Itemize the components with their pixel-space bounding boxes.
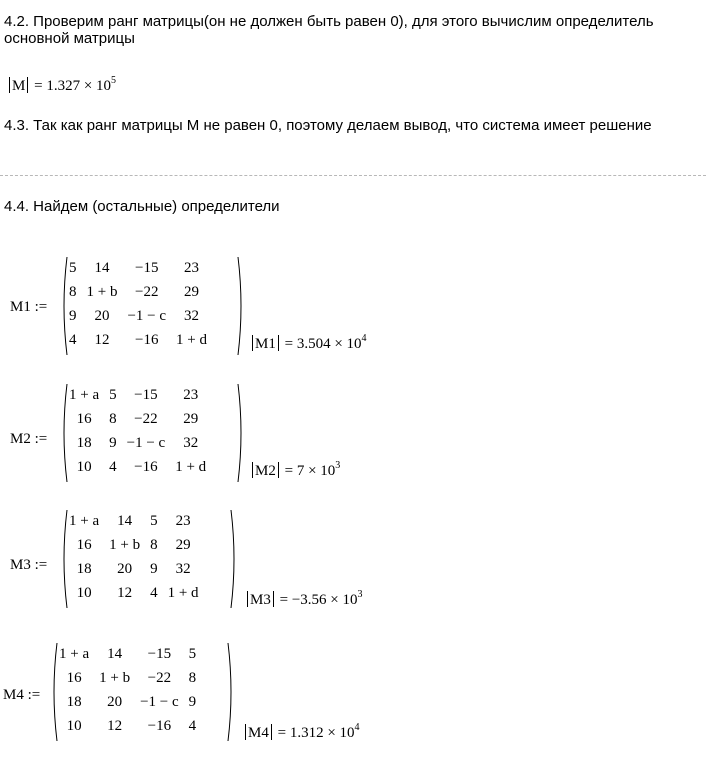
matrix-cell: 5 xyxy=(150,512,158,529)
matrix-cell: −1 − c xyxy=(127,307,167,324)
determinant-exponent: 3 xyxy=(335,460,341,471)
assign-operator: := xyxy=(34,557,48,573)
main-determinant-name: M xyxy=(12,78,26,94)
matrix-cell: 5 xyxy=(109,386,117,403)
determinant-name: M4 xyxy=(248,725,269,741)
matrix-m1-body xyxy=(64,256,212,352)
matrix-cell: −22 xyxy=(147,669,172,686)
determinant-name: M3 xyxy=(250,592,271,608)
matrix-cell: 23 xyxy=(183,386,199,403)
determinant-m3: $M3 = -3.56 \times 10^3$ xyxy=(245,591,362,609)
matrix-cell: 23 xyxy=(175,512,191,529)
matrix-cell: 1 + a xyxy=(69,386,100,403)
main-determinant-value: 1.327 × 10 xyxy=(46,78,112,94)
matrix-cell: 20 xyxy=(94,307,110,324)
matrix-cell: 9 xyxy=(150,560,158,577)
right-paren xyxy=(227,642,235,742)
determinant-m1: $M1 = 3.504 \times 10^4$ xyxy=(250,335,367,353)
main-determinant-exponent: 5 xyxy=(111,75,117,86)
right-paren xyxy=(237,383,245,483)
assign-operator: := xyxy=(34,299,48,315)
matrix-cell: 5 xyxy=(69,259,77,276)
matrix-cell: 8 xyxy=(150,536,158,553)
matrix-cell: −16 xyxy=(147,717,172,734)
matrix-cell: 1 + b xyxy=(109,536,141,553)
matrix-cell: 12 xyxy=(117,584,133,601)
matrix-cell: 32 xyxy=(175,560,191,577)
determinant-name: M1 xyxy=(255,336,276,352)
matrix-cell: 29 xyxy=(175,536,191,553)
matrix-cell: 32 xyxy=(184,307,200,324)
matrix-cell: 16 xyxy=(66,669,82,686)
matrix-cell: 14 xyxy=(117,512,133,529)
matrix-m2 xyxy=(60,383,245,483)
matrix-cell: 14 xyxy=(107,645,123,662)
matrix-cell: −16 xyxy=(134,458,158,475)
matrix-cell: 16 xyxy=(76,410,92,427)
matrix-cell: 8 xyxy=(188,669,197,686)
matrix-label-m3 xyxy=(10,557,47,574)
matrix-cell: 12 xyxy=(94,331,110,348)
matrix-cell: 10 xyxy=(76,458,92,475)
matrix-cell: 29 xyxy=(184,283,200,300)
matrix-cell: 8 xyxy=(109,410,117,427)
matrix-cell: 4 xyxy=(69,331,77,348)
matrix-cell: 18 xyxy=(76,560,92,577)
main-determinant: $M = 1.327 \times 10^5$ xyxy=(7,77,116,95)
region-divider xyxy=(0,175,706,176)
matrix-cell: −1 − c xyxy=(140,693,179,710)
matrix-cell: −1 − c xyxy=(126,434,166,451)
matrix-cell: 1 + d xyxy=(176,331,208,348)
determinant-exponent: 4 xyxy=(361,333,367,344)
matrix-cell: 18 xyxy=(66,693,82,710)
right-paren xyxy=(230,509,238,609)
assign-operator: := xyxy=(34,431,48,447)
matrix-cell: 10 xyxy=(66,717,82,734)
matrix-cell: 1 + a xyxy=(69,512,100,529)
matrix-cell: 1 + a xyxy=(59,645,90,662)
assign-operator: := xyxy=(27,687,41,703)
determinant-exponent: 3 xyxy=(357,589,363,600)
matrix-cell: 9 xyxy=(69,307,77,324)
matrix-cell: 1 + b xyxy=(99,669,131,686)
matrix-cell: −16 xyxy=(135,331,159,348)
determinant-value: 3.504 × 10 xyxy=(296,336,362,352)
matrix-label-m1 xyxy=(10,299,47,316)
determinant-m2: $M2 = 7 \times 10^3$ xyxy=(250,462,340,480)
matrix-cell: −15 xyxy=(134,386,158,403)
determinant-m4: $M4 = 1.312 \times 10^4$ xyxy=(243,724,360,742)
matrix-label-m2 xyxy=(10,431,47,448)
matrix-cell: 32 xyxy=(183,434,199,451)
matrix-cell: 1 + d xyxy=(167,584,199,601)
matrix-cell: 4 xyxy=(150,584,158,601)
determinant-value: 7 × 10 xyxy=(296,463,336,479)
matrix-cell: 9 xyxy=(109,434,117,451)
matrix-cell: 14 xyxy=(94,259,110,276)
matrix-m4 xyxy=(50,642,235,742)
matrix-m1 xyxy=(60,256,245,356)
matrix-cell: −15 xyxy=(147,645,172,662)
matrix-cell: 10 xyxy=(76,584,92,601)
matrix-m3-body xyxy=(64,509,204,605)
determinant-value: −3.56 × 10 xyxy=(291,592,358,608)
matrix-cell: 20 xyxy=(107,693,123,710)
matrix-cell: 5 xyxy=(188,645,197,662)
right-paren xyxy=(237,256,245,356)
determinant-name: M2 xyxy=(255,463,276,479)
determinant-value: 1.312 × 10 xyxy=(289,725,355,741)
matrix-cell: 12 xyxy=(107,717,123,734)
matrix-cell: −22 xyxy=(134,410,158,427)
matrix-m2-body xyxy=(64,383,211,479)
matrix-label-m4 xyxy=(3,687,40,704)
matrix-cell: 4 xyxy=(109,458,117,475)
matrix-cell: 23 xyxy=(184,259,200,276)
matrix-cell: −15 xyxy=(135,259,159,276)
matrix-m4-body xyxy=(54,642,201,738)
matrix-cell: 4 xyxy=(188,717,197,734)
section-4-4-text: 4.4. Найдем (остальные) определители xyxy=(4,198,280,215)
matrix-cell: 9 xyxy=(188,693,197,710)
section-4-3-text: 4.3. Так как ранг матрицы M не равен 0, поэтому делаем вывод, что система имеет решение xyxy=(4,117,652,134)
matrix-cell: 18 xyxy=(76,434,92,451)
section-4-2-text: 4.2. Проверим ранг матрицы(он не должен быть равен 0), для этого вычислим определитель основной матрицы xyxy=(4,13,654,47)
matrix-cell: 1 + d xyxy=(175,458,207,475)
matrix-cell: 29 xyxy=(183,410,199,427)
matrix-cell: −22 xyxy=(135,283,159,300)
matrix-cell: 20 xyxy=(117,560,133,577)
matrix-name: M4 xyxy=(3,687,24,703)
matrix-cell: 16 xyxy=(76,536,92,553)
matrix-name: M3 xyxy=(10,557,31,573)
matrix-name: M1 xyxy=(10,299,31,315)
determinant-exponent: 4 xyxy=(354,722,360,733)
matrix-cell: 1 + b xyxy=(86,283,118,300)
matrix-m3 xyxy=(60,509,238,609)
matrix-cell: 8 xyxy=(69,283,77,300)
matrix-name: M2 xyxy=(10,431,31,447)
